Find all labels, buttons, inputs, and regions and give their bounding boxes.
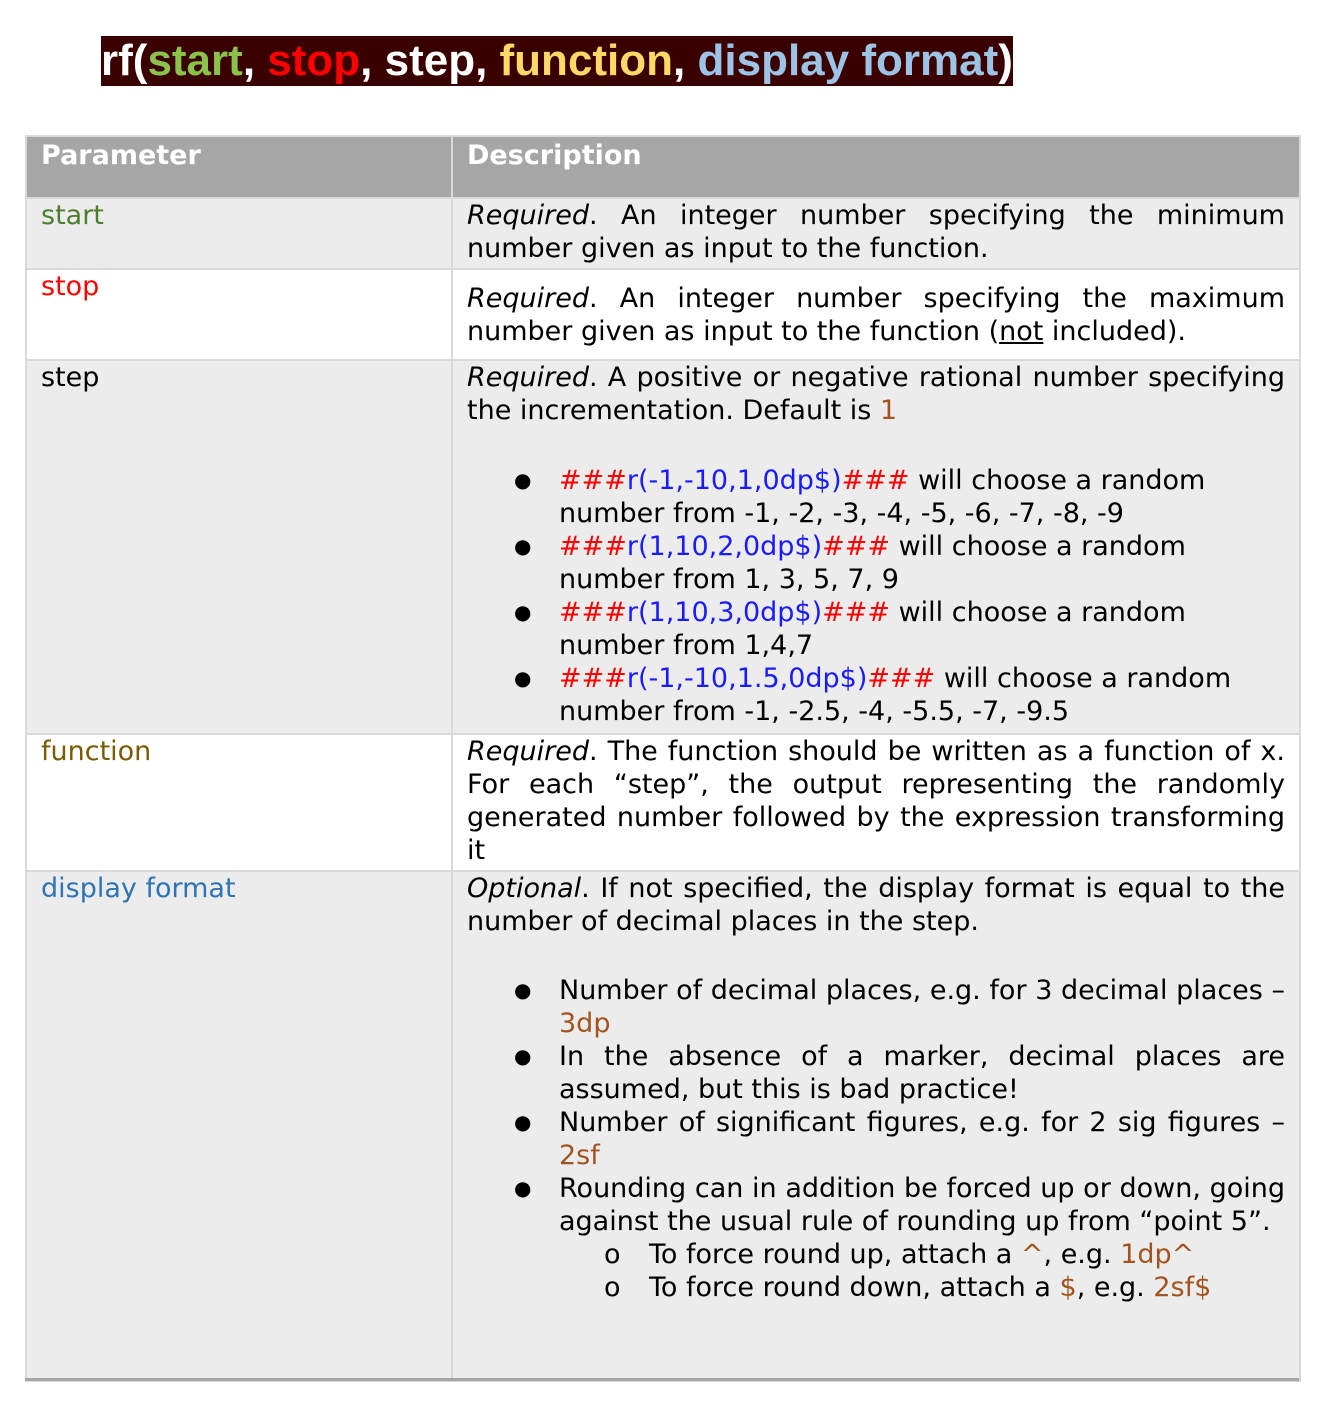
param-label: display format [41,873,236,904]
hash-marker: ### [867,663,936,694]
list-item [559,974,1285,1040]
desc-text: . The function should be written as a function of x. For each “step”, the output representing the randomly generated number followed by the expression transforming it [467,736,1285,866]
column-header-description: Description [452,136,1300,198]
signature-prefix: rf( [101,36,148,85]
bullet-text: Number of decimal places, e.g. for 3 decimal places – [559,975,1285,1006]
round-up-symbol: ^ [1020,1239,1044,1270]
default-value: 1 [879,395,898,426]
example-text: will choose a random number from 1,4,7 [559,597,1186,661]
signature-stop: stop [267,36,361,85]
hash-marker: ### [559,597,627,628]
param-name-function [26,734,452,871]
table-bottom-border [25,1378,1299,1381]
sub-list-item [649,1271,1285,1304]
signature-separator: , [673,36,698,85]
format-code: 1dp^ [1120,1239,1195,1270]
emphasis-not: not [999,316,1044,347]
param-desc-start [452,198,1300,269]
list-item [559,1172,1285,1304]
required-label: Required [467,283,589,314]
desc-text: . An integer number specifying the maximum number given as input to the function ( [467,283,1285,347]
signature-suffix: ) [998,36,1013,85]
signature-function: function [499,36,674,85]
list-item [559,662,1285,728]
desc-text: . A positive or negative rational number specifying the incrementation. Default is [467,362,1285,426]
signature-separator: , [242,36,268,85]
param-desc-step [452,360,1300,734]
sub-bullet-text: To force round down, attach a [649,1272,1060,1303]
param-name-stop [26,269,452,360]
format-code: 2sf [559,1140,600,1171]
bullet-text: Rounding can in addition be forced up or down, going against the usual rule of rounding up from “point 5”. [559,1173,1285,1237]
required-label: Required [467,200,589,231]
example-text: will choose a random number from -1, -2, -3, -4, -5, -6, -7, -8, -9 [559,465,1206,529]
param-name-start [26,198,452,269]
param-name-display-format [26,871,452,1381]
hash-marker: ### [559,465,627,496]
desc-text: . If not specified, the display format is equal to the number of decimal places in the step. [467,873,1285,937]
hash-marker: ### [822,597,891,628]
sub-list-item [649,1238,1285,1271]
list-item [559,530,1285,596]
bullet-text: Number of significant figures, e.g. for 2 sig figures – [559,1107,1285,1138]
sub-bullet-text: To force round up, attach a [649,1239,1021,1270]
step-examples-list [467,464,1285,728]
hash-marker: ### [841,465,910,496]
table-row-function [26,734,1300,871]
example-expression: r(-1,-10,1,0dp$) [626,465,842,496]
table-row-stop [26,269,1300,360]
column-header-parameter: Parameter [26,136,452,198]
hash-marker: ### [559,531,627,562]
required-label: Required [467,736,589,767]
hash-marker: ### [822,531,891,562]
parameter-table [25,135,1301,1382]
param-desc-function [452,734,1300,871]
desc-text: . An integer number specifying the minimum number given as input to the function. [467,200,1285,264]
sub-bullet-text: , e.g. [1043,1239,1121,1270]
table-row-start [26,198,1300,269]
example-text: will choose a random number from -1, -2.5, -4, -5.5, -7, -9.5 [559,663,1232,727]
list-item [559,464,1285,530]
example-expression: r(1,10,2,0dp$) [626,531,823,562]
example-text: will choose a random number from 1, 3, 5, 7, 9 [559,531,1186,595]
list-item [559,1106,1285,1172]
list-item [559,1040,1285,1106]
table-row-display-format [26,871,1300,1381]
signature-step: , step, [360,36,500,85]
signature-start: start [147,36,243,85]
format-code: 3dp [559,1008,611,1039]
param-desc-display-format [452,871,1300,1381]
example-expression: r(1,10,3,0dp$) [626,597,823,628]
table-header-row [26,136,1300,198]
desc-text: included). [1043,316,1186,347]
param-label: function [41,736,152,767]
display-format-list [467,974,1285,1304]
optional-label: Optional [467,873,582,904]
required-label: Required [467,362,589,393]
function-signature-banner [101,36,1013,86]
round-down-symbol: $ [1059,1272,1077,1303]
param-label: stop [41,271,100,302]
format-code: 2sf$ [1153,1272,1212,1303]
param-desc-stop [452,269,1300,360]
table-row-step [26,360,1300,734]
param-name-step [26,360,452,734]
example-expression: r(-1,-10,1.5,0dp$) [626,663,868,694]
hash-marker: ### [559,663,627,694]
param-label: start [41,200,104,231]
param-label: step [41,362,100,393]
sub-bullet-text: , e.g. [1076,1272,1154,1303]
bullet-text: In the absence of a marker, decimal places are assumed, but this is bad practice! [559,1041,1285,1105]
list-item [559,596,1285,662]
rounding-sublist [559,1238,1285,1304]
signature-display-format: display format [697,36,999,85]
